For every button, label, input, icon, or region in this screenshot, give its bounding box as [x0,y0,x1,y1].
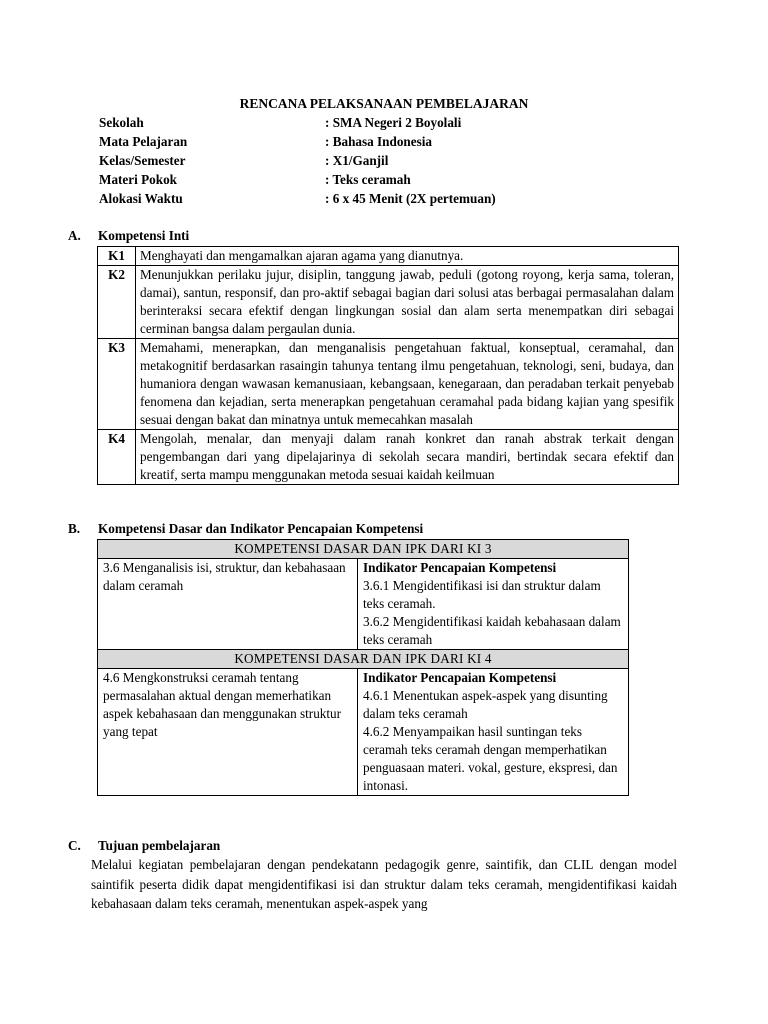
info-value: : X1/Ganjil [325,153,389,168]
group-header: KOMPETENSI DASAR DAN IPK DARI KI 3 [98,540,629,559]
section-letter: A. [68,228,81,243]
info-label: Materi Pokok [99,172,178,187]
table-row [98,339,679,430]
info-row-materi-pokok [99,171,659,190]
section-letter: B. [68,521,81,536]
table-row [98,430,679,485]
info-label: Sekolah [99,115,144,130]
info-value: : SMA Negeri 2 Boyolali [325,115,462,130]
ki-description: Mengolah, menalar, dan menyaji dalam ranah konkret dan ranah abstrak terkait dengan pengembangan dari yang dipelajarinya di sekolah secara mandiri, bertindak secara efektif dan kreatif, serta mampu menggunakan metoda sesuai kaidah keilmuan [136,430,679,485]
info-value: : 6 x 45 Menit (2X pertemuan) [325,191,496,206]
ipk-title: Indikator Pencapaian Kompetensi [363,560,557,575]
section-letter: C. [68,838,81,853]
ipk-title: Indikator Pencapaian Kompetensi [363,670,557,685]
ki-description: Menghayati dan mengamalkan ajaran agama yang dianutnya. [136,247,679,266]
section-title: Tujuan pembelajaran [98,838,221,853]
table-header-row [98,540,629,559]
ki-description: Menunjukkan perilaku jujur, disiplin, tanggung jawab, peduli (gotong royong, kerja sama, toleran, damai), santun, responsif, dan pro-aktif sebagai bagian dari solusi atas berbagai permasalahan dalam berinteraksi secara efektif dengan lingkungan sosial dan alam serta menempatkan diri sebagai cerminan bangsa dalam pergaulan dunia. [136,266,679,339]
ki-code: K1 [98,247,136,266]
section-c-heading [68,837,220,855]
section-title: Kompetensi Dasar dan Indikator Pencapaian Kompetensi [98,521,424,536]
ki-description: Memahami, menerapkan, dan menganalisis pengetahuan faktual, konseptual, ceramahal, dan metakognitif berdasarkan rasaingin tahunya tentang ilmu pengetahuan, teknologi, seni, budaya, dan humaniora dengan wawasan kemanusiaan, kebangsaan, kenegaraan, dan peradaban terkait penyebab fenomena dan kejadian, serta menerapkan pengetahuan ceramahal pada bidang kajian yang spesifik sesuai dengan bakat dan minatnya untuk memecahkan masalah [136,339,679,430]
group-header: KOMPETENSI DASAR DAN IPK DARI KI 4 [98,650,629,669]
kd-cell: 3.6 Menganalisis isi, struktur, dan kebahasaan dalam ceramah [98,559,358,650]
ipk-cell [358,669,629,796]
info-value: : Bahasa Indonesia [325,134,433,149]
ipk-cell [358,559,629,650]
table-header-row [98,650,629,669]
table-row [98,266,679,339]
tujuan-paragraph: Melalui kegiatan pembelajaran dengan pendekatann pedagogik genre, saintifik, dan CLIL dengan model saintifik peserta didik dapat mengidentifikasi isi dan struktur dalam teks ceramah, mengidentifikasi kaidah kebahasaan dalam teks ceramah, menentukan aspek-aspek yang [91,857,677,911]
ki-code: K3 [98,339,136,430]
kd-cell: 4.6 Mengkonstruksi ceramah tentang permasalahan aktual dengan memerhatikan aspek kebahasaan dan menggunakan struktur yang tepat [98,669,358,796]
table-row [98,247,679,266]
kompetensi-dasar-table [97,539,629,796]
info-row-kelas-semester [99,152,659,171]
ipk-item: 4.6.1 Menentukan aspek-aspek yang disunting dalam teks ceramah [363,688,608,721]
section-b-heading [68,520,423,538]
ipk-item: 3.6.2 Mengidentifikasi kaidah kebahasaan dalam teks ceramah [363,614,621,647]
info-row-sekolah [99,114,659,133]
section-title: Kompetensi Inti [98,228,190,243]
info-label: Kelas/Semester [99,153,186,168]
info-row-alokasi-waktu [99,190,659,209]
section-a-heading [68,227,189,245]
ki-code: K4 [98,430,136,485]
info-label: Mata Pelajaran [99,134,188,149]
table-row [98,559,629,650]
page-title: RENCANA PELAKSANAAN PEMBELAJARAN [239,96,529,111]
kompetensi-inti-table [97,246,679,485]
info-value: : Teks ceramah [325,172,411,187]
info-row-mata-pelajaran [99,133,659,152]
ipk-item: 4.6.2 Menyampaikan hasil suntingan teks ceramah teks ceramah dengan memperhatikan penguasaan materi. vokal, gesture, ekspresi, dan intonasi. [363,724,618,793]
table-row [98,669,629,796]
info-label: Alokasi Waktu [99,191,183,206]
ki-code: K2 [98,266,136,339]
identity-block [99,114,659,209]
ipk-item: 3.6.1 Mengidentifikasi isi dan struktur dalam teks ceramah. [363,578,601,611]
